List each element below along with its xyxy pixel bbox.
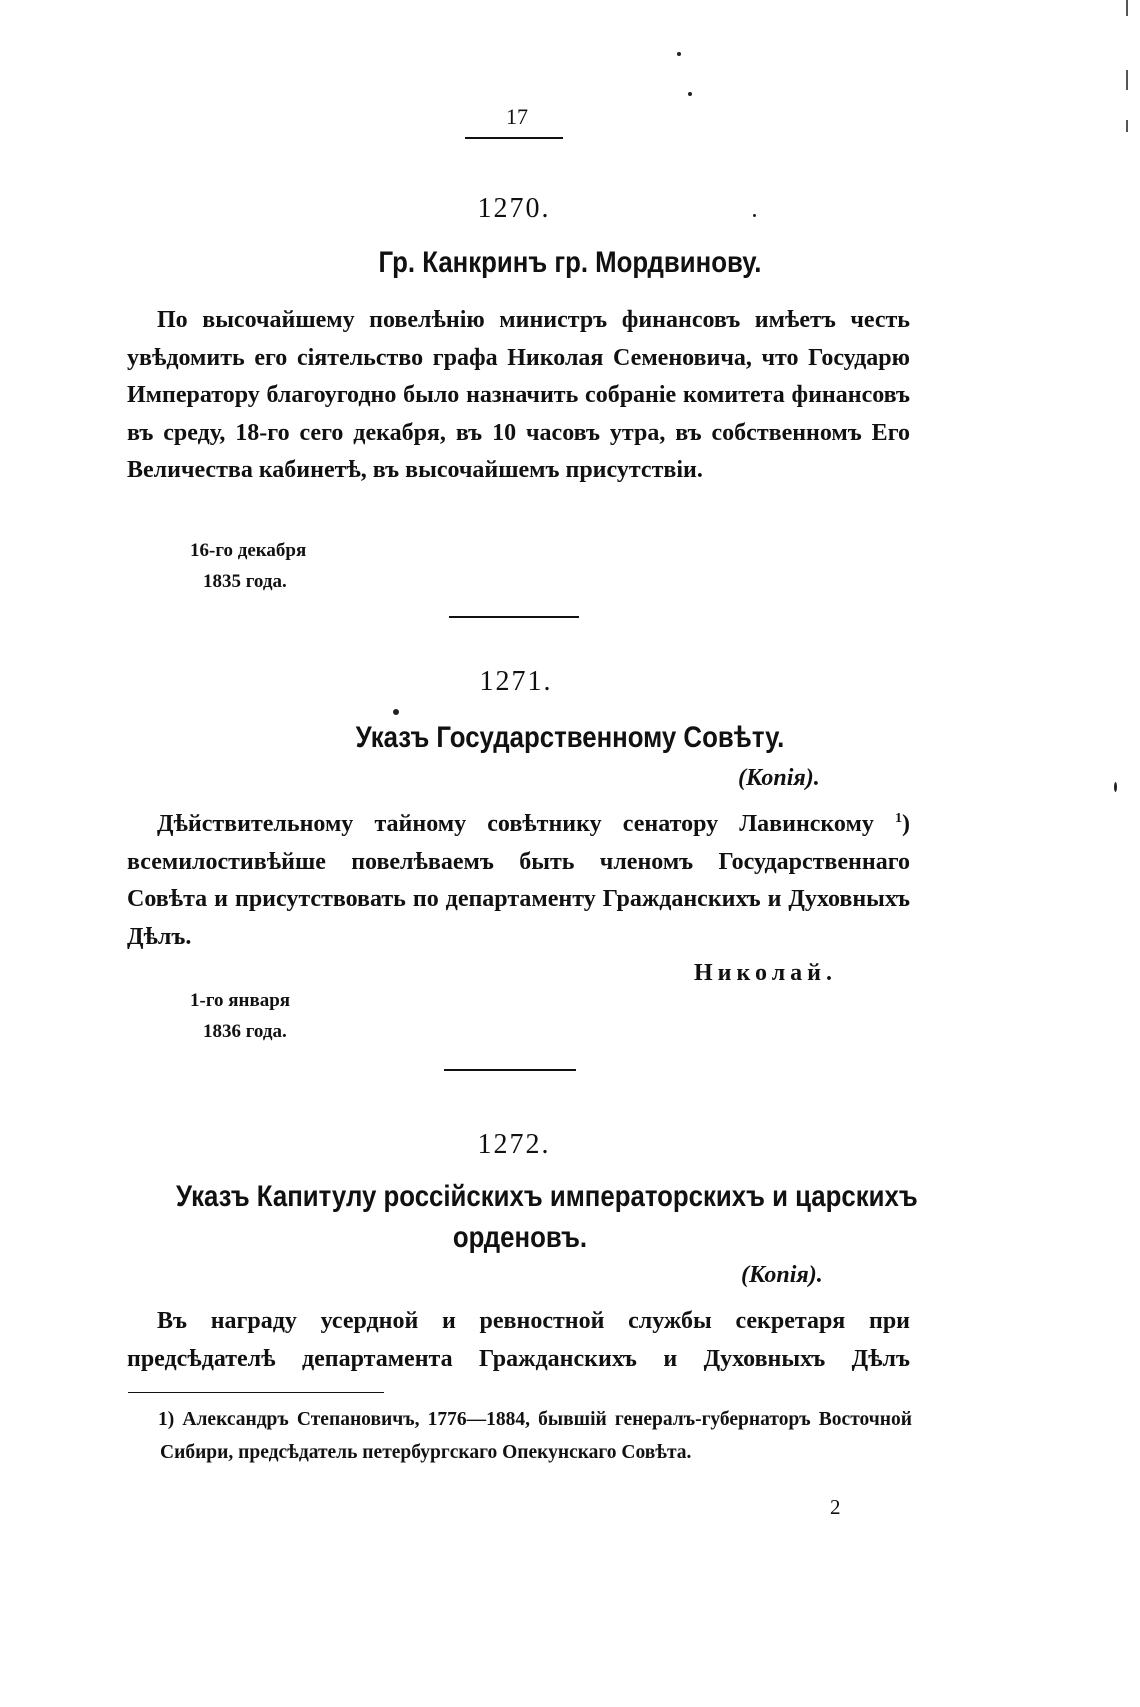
scan-edge-mark — [1126, 120, 1128, 132]
body-text-continued: ) всемилостивѣйше повелѣваемъ быть членомъ Государственнаго Совѣта и присутствовать по департаменту Гражданскихъ и Духовныхъ Дѣлъ. — [127, 811, 910, 950]
scan-speck — [677, 52, 681, 56]
printer-signature-mark: 2 — [830, 1495, 841, 1519]
date-line-2: 1836 года. — [203, 1021, 287, 1042]
entry-title-1270: Гр. Канкринъ гр. Мордвинову. — [378, 246, 762, 279]
page-number-rule — [465, 137, 563, 139]
footnote — [160, 1403, 912, 1469]
entry-title-1272-line2: орденовъ. — [452, 1221, 588, 1254]
entry-date-1271 — [190, 985, 290, 1047]
footnote-reference: 1 — [895, 811, 902, 826]
scan-speck — [1114, 782, 1117, 792]
signature-nikolai: Николай. — [694, 960, 837, 986]
entry-number-1272: 1272. — [477, 1129, 551, 1160]
entry-body-1270: По высочайшему повелѣнію министръ финансовъ имѣетъ честь увѣдомить его сіятельство графа Николая Семеновича, что Государю Императору благоугодно было назначить собраніе комитета финансовъ въ среду, 18-го сего декабря, въ 10 часовъ утра, въ собственномъ Его Величества кабинетѣ, въ высочайшемъ присутствіи. — [127, 307, 910, 484]
entry-body-1272: Въ награду усердной и ревностной службы секретаря при предсѣдателѣ департамента Гражданскихъ и Духовныхъ Дѣлъ — [127, 1308, 910, 1372]
date-line-1: 16-го декабря — [190, 540, 307, 561]
entry-title-1271: Указъ Государственному Совѣту. — [355, 721, 785, 754]
scan-edge-mark — [1126, 0, 1128, 16]
entry-title-1272-line1: Указъ Капитулу россійскихъ императорскихъ и царскихъ — [176, 1180, 918, 1213]
footnote-text: Александръ Степановичъ, 1776—1884, бывшій генералъ-губернаторъ Восточной Сибири, предсѣдатель петербургскаго Опекунскаго Совѣта. — [160, 1409, 913, 1463]
body-text: Дѣйствительному тайному совѣтнику сенатору Лавинскому — [157, 811, 874, 837]
page-number: 17 — [506, 104, 528, 129]
entry-number-1271: 1271. — [479, 666, 553, 697]
date-line-2: 1835 года. — [203, 571, 287, 592]
copy-mark-1271: (Копія). — [738, 765, 820, 791]
section-separator — [449, 616, 579, 618]
entry-body-1271 — [127, 806, 910, 956]
footnote-rule — [128, 1392, 384, 1393]
entry-number-1270: 1270. — [477, 193, 551, 224]
copy-mark-1272: (Копія). — [741, 1262, 823, 1288]
scan-edge-mark — [1126, 70, 1128, 90]
footnote-marker: 1) — [158, 1409, 175, 1430]
scan-speck — [393, 709, 399, 715]
section-separator — [444, 1069, 576, 1071]
date-line-1: 1-го января — [190, 990, 291, 1011]
entry-date-1270 — [190, 535, 306, 597]
scan-speck — [688, 92, 692, 96]
scan-speck — [753, 214, 756, 217]
